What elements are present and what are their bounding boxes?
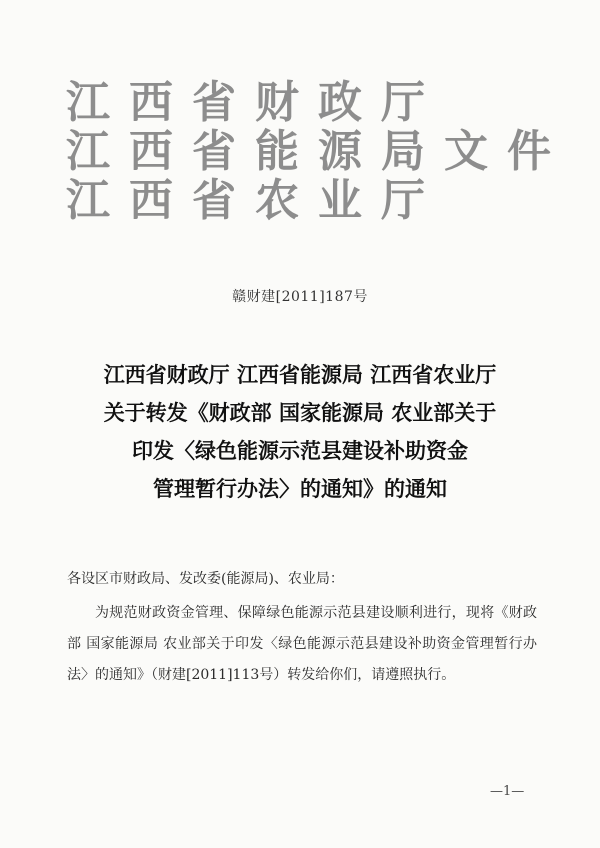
page-number: —1— xyxy=(490,784,525,799)
title-line-3: 印发〈绿色能源示范县建设补助资金 xyxy=(132,438,468,463)
issuer-header-finance: 江西省财政厅 xyxy=(66,77,444,128)
title-line-1: 江西省财政厅 江西省能源局 江西省农业厅 xyxy=(103,362,497,387)
body-paragraph: 为规范财政资金管理、保障绿色能源示范县建设顺利进行，现将《财政部 国家能源局 农业部关于印发〈绿色能源示范县建设补助资金管理暂行办法〉的通知》（财建[2011]113号）转发给你们，请遵照执行。 xyxy=(67,605,537,683)
issuer-header-energy: 江西省能源局文件 xyxy=(66,126,570,177)
document-number: 赣财建[2011]187号 xyxy=(232,289,368,305)
salutation: 各设区市财政局、发改委(能源局)、农业局： xyxy=(67,571,344,587)
issuer-header-agriculture: 江西省农业厅 xyxy=(66,175,444,226)
document-title xyxy=(40,356,560,508)
title-line-2: 关于转发《财政部 国家能源局 农业部关于 xyxy=(103,400,497,425)
title-line-4: 管理暂行办法〉的通知》的通知 xyxy=(153,476,447,501)
